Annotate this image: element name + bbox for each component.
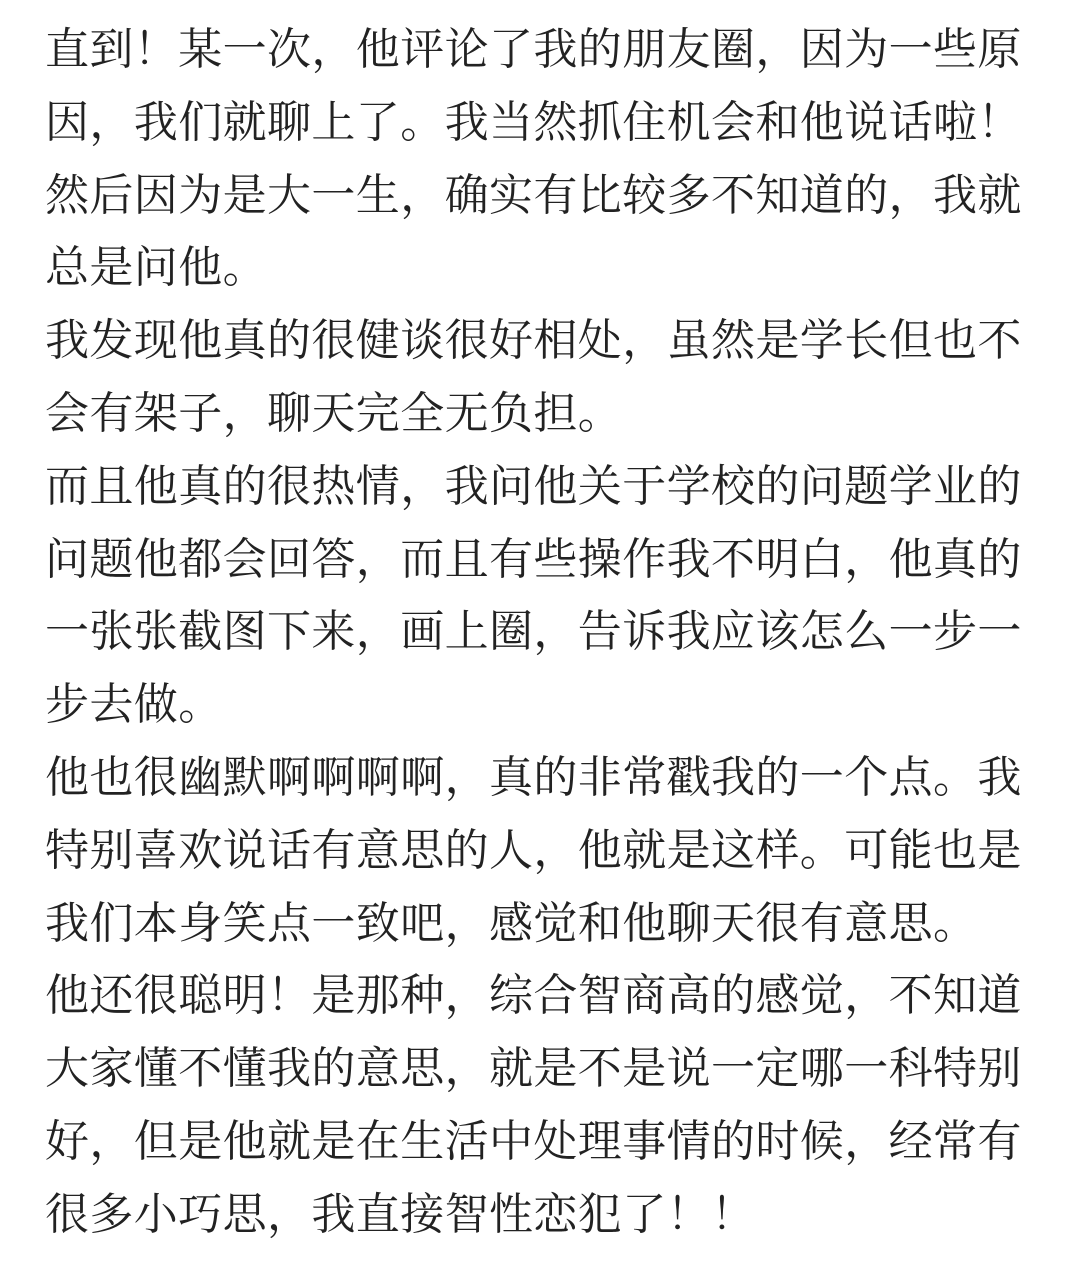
text-line-8: 问题他都会回答，而且有些操作我不明白，他真的 — [45, 533, 1022, 585]
text-line-16: 好，但是他就是在生活中处理事情的时候，经常有 — [45, 1115, 1022, 1167]
text-line-10: 步去做。 — [45, 679, 223, 731]
text-line-6: 会有架子，聊天完全无负担。 — [45, 387, 623, 439]
text-line-5: 我发现他真的很健谈很好相处，虽然是学长但也不 — [45, 315, 1022, 367]
text-line-7: 而且他真的很热情，我问他关于学校的问题学业的 — [45, 460, 1022, 512]
text-line-14: 他还很聪明！是那种，综合智商高的感觉，不知道 — [45, 970, 1022, 1022]
text-line-3: 然后因为是大一生，确实有比较多不知道的，我就 — [45, 169, 1022, 221]
text-line-15: 大家懂不懂我的意思，就是不是说一定哪一科特别 — [45, 1043, 1022, 1095]
text-line-1: 直到！某一次，他评论了我的朋友圈，因为一些原 — [45, 24, 1022, 75]
text-line-4: 总是问他。 — [45, 242, 267, 294]
text-line-12: 特别喜欢说话有意思的人，他就是这样。可能也是 — [45, 824, 1022, 876]
text-line-9: 一张张截图下来，画上圈，告诉我应该怎么一步一 — [45, 606, 1022, 658]
article-text — [45, 14, 1035, 1252]
text-line-17: 很多小巧思，我直接智性恋犯了！！ — [45, 1188, 756, 1240]
text-line-13: 我们本身笑点一致吧，感觉和他聊天很有意思。 — [45, 897, 978, 949]
text-line-11: 他也很幽默啊啊啊啊，真的非常戳我的一个点。我 — [45, 751, 1022, 803]
text-line-2: 因，我们就聊上了。我当然抓住机会和他说话啦！ — [45, 96, 1022, 148]
